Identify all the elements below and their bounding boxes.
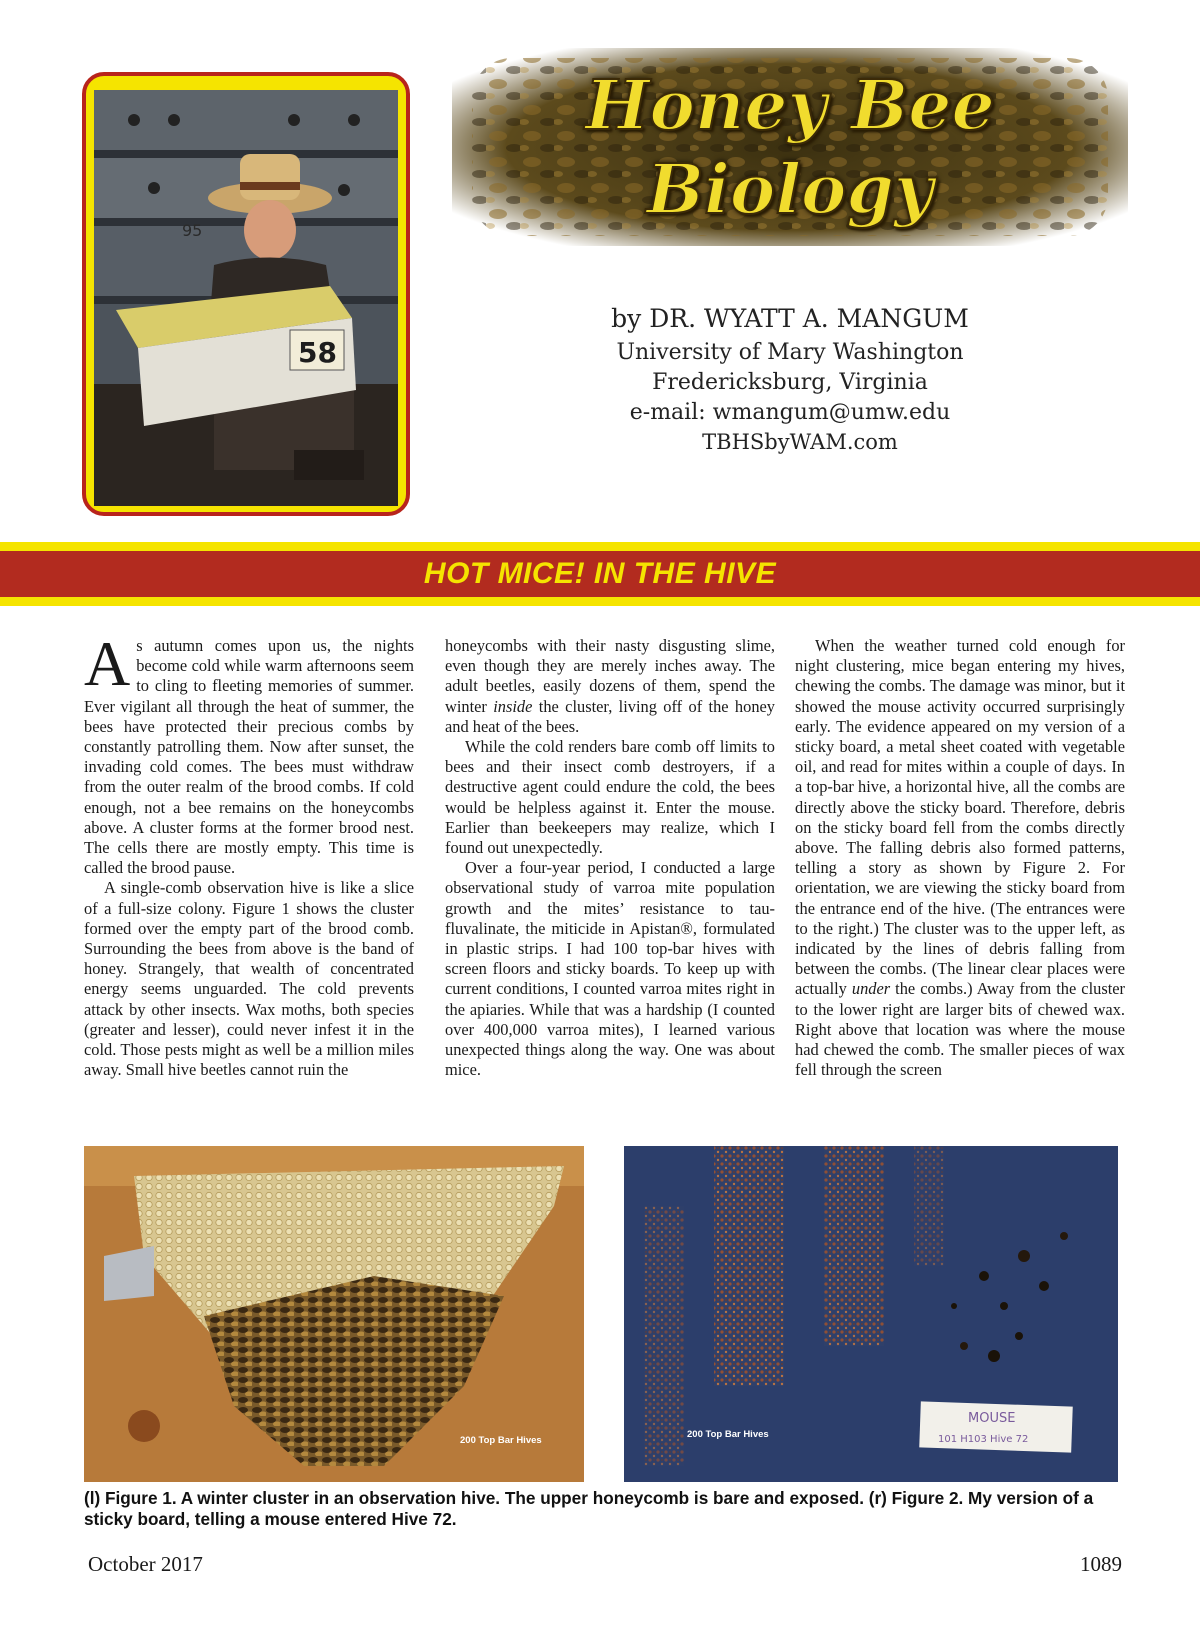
paragraph	[84, 636, 414, 878]
title-line-2: Biology	[646, 150, 934, 230]
emphasis-text: inside	[493, 696, 533, 716]
author-photo	[82, 72, 410, 516]
stencil-number: 95	[182, 221, 203, 240]
figure-2-photo	[624, 1146, 1118, 1482]
author-city: Fredericksburg, Virginia	[652, 370, 928, 395]
note-line-1: MOUSE	[968, 1411, 1016, 1426]
paragraph-text: When the weather turned cold enough for night clustering, mice began entering my hives, chewing the combs. The damage was minor, but it showed the mouse activity occurred surprisingly early. The evidence appeared on my version of a sticky board, a metal sheet coated with vegetable oil, and read for mites within a couple of days. In a top-bar hive, a horizontal hive, all the combs are directly above the sticky board. Therefore, debris on the sticky board fell from the combs directly above. The falling debris also formed patterns, telling a story as shown by Figure 2. For orientation, we are viewing the sticky board from the entrance end of the hive. (The entrances were to the right.) The cluster was to the upper left, as indicated by the lines of debris falling from between the combs. (The linear clear places were actually	[795, 636, 1125, 999]
section-title: HOT MICE! IN THE HIVE	[423, 557, 777, 590]
figure-2-watermark: 200 Top Bar Hives	[687, 1429, 769, 1440]
emphasis-text: under	[851, 979, 891, 999]
figure-1-watermark: 200 Top Bar Hives	[460, 1435, 542, 1446]
paragraph-text: s autumn comes upon us, the nights become cold while warm afternoons seem to cling to fleeting memories of summer. Ever vigilant all through the heat of summer, the bees have protected their precious combs by constantly patrolling them. Now after sunset, the invading cold comes. The bees must withdraw from the outer realm of the brood combs. If cold enough, not a bee remains on the honeycombs above. A cluster forms at the former brood nest. The cells there are mostly empty. This time is called the brood pause.	[84, 636, 414, 878]
title-banner	[452, 48, 1128, 246]
article-column-2	[445, 636, 775, 1122]
article-column-3	[795, 636, 1125, 1122]
footer-date: October 2017	[88, 1552, 203, 1576]
figure-caption: (l) Figure 1. A winter cluster in an observation hive. The upper honeycomb is bare and exposed. (r) Figure 2. My version of a sticky board, telling a mouse entered Hive 72.	[84, 1488, 1094, 1529]
paragraph-text: honeycombs with their nasty disgusting slime, even though they are merely inches away. The adult beetles, easily dozens of them, spend the winter	[445, 636, 775, 716]
paragraph: A single-comb observation hive is like a slice of a full-size colony. Figure 1 shows the cluster formed over the empty part of the brood comb. Surrounding the bees from above is the band of honey. Strangely, that wealth of concentrated energy seems unguarded. The cold prevents attack by other insects. Wax moths, both species (greater and lesser), could never infest it in the cold. Those pests might as well be a million miles away. Small hive beetles cannot ruin the	[84, 878, 414, 1080]
box-number: 58	[298, 336, 337, 369]
paragraph-text: the cluster, living off of the honey and heat of the bees.	[445, 696, 775, 736]
author-university: University of Mary Washington	[616, 340, 964, 365]
beekeeper-photo-image	[94, 90, 398, 506]
author-website: TBHSbyWAM.com	[702, 430, 898, 454]
paragraph	[445, 636, 775, 737]
drop-cap: A	[84, 636, 131, 699]
observation-hive-image	[84, 1146, 584, 1482]
note-line-2: 101 H103 Hive 72	[938, 1434, 1029, 1445]
paragraph: While the cold renders bare comb off limits to bees and their insect comb destroyers, if a destructive agent could endure the cold, the bees would be helpless against it. Enter the mouse. Earlier than beekeepers may realize, which I found out unexpectedly.	[445, 737, 775, 858]
title-line-1: Honey Bee	[585, 66, 995, 146]
author-name: by DR. WYATT A. MANGUM	[611, 304, 969, 333]
figure-1-photo	[84, 1146, 584, 1482]
section-band	[0, 542, 1200, 606]
paragraph	[795, 636, 1125, 1080]
page-number: 1089	[1080, 1552, 1122, 1576]
paragraph-text: the combs.) Away from the cluster to the lower right are larger bits of chewed wax. Right above that location was where the mouse had chewed the comb. The smaller pieces of wax fell through the screen	[795, 979, 1125, 1080]
article-column-1	[84, 636, 414, 1122]
author-email: e-mail: wmangum@umw.edu	[629, 400, 951, 425]
paragraph: Over a four-year period, I conducted a large observational study of varroa mite population growth and the mites’ resistance to tau-fluvalinate, the miticide in Apistan®, formulated in plastic strips. I had 100 top-bar hives with screen floors and sticky boards. To keep up with current conditions, I counted varroa mites right in the apiaries. While that was a hardship (I counted over 400,000 varroa mites), I learned various unexpected things along the way. One was about mice.	[445, 858, 775, 1080]
